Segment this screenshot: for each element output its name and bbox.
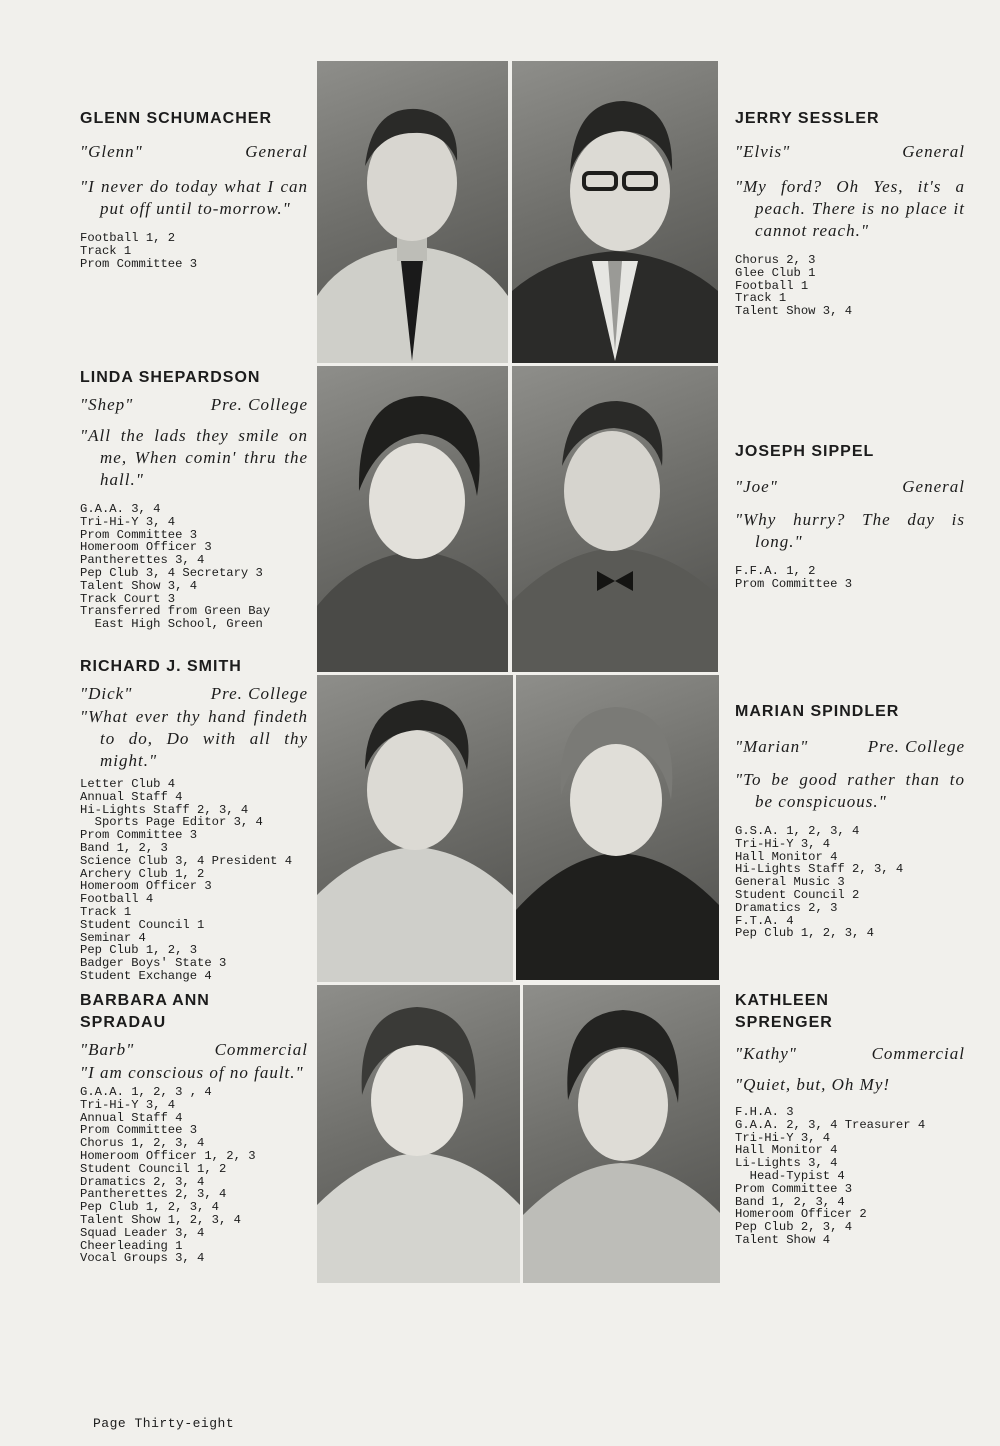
activity-item: Transferred from Green Bay [80, 604, 271, 619]
activity-item: Science Club 3, 4 President 4 [80, 853, 293, 868]
activity-item: Head-Typist 4 [735, 1168, 845, 1183]
senior-quote: "My ford? Oh Yes, it's a peach. There is no place it cannot reach." [735, 177, 965, 240]
senior-nickname: "Glenn" [80, 142, 143, 161]
senior-nickname: "Marian" [735, 737, 809, 756]
activity-item: Talent Show 3, 4 [80, 578, 198, 593]
senior-quote: "I never do today what I can put off until to-morrow." [80, 177, 308, 218]
activity-item: F.H.A. 3 [735, 1105, 794, 1119]
senior-nickname: "Kathy" [735, 1044, 797, 1063]
activity-item: Football 1 [735, 278, 809, 293]
senior-entry-barbara-spradau [80, 990, 308, 1265]
portrait-marian-spindler [516, 675, 719, 980]
activity-item: Pep Club 3, 4 Secretary 3 [80, 565, 263, 580]
activity-item: Pep Club 1, 2, 3 [80, 943, 198, 958]
senior-nickname: "Elvis" [735, 142, 791, 161]
senior-name: LINDA SHEPARDSON [80, 369, 261, 386]
activity-item: Chorus 2, 3 [735, 253, 816, 267]
activity-item: Li-Lights 3, 4 [735, 1156, 838, 1171]
activity-item: Annual Staff 4 [80, 789, 183, 804]
activity-item: Tri-Hi-Y 3, 4 [80, 514, 176, 529]
senior-nickname: "Shep" [80, 395, 134, 414]
portrait-kathleen-sprenger [523, 985, 720, 1283]
activity-item: Pantherettes 3, 4 [80, 553, 205, 568]
activity-item: Prom Committee 3 [735, 576, 853, 591]
senior-quote: "What ever thy hand findeth to do, Do with all thy might." [80, 707, 308, 770]
activity-item: Football 1, 2 [80, 231, 176, 245]
activity-item: G.S.A. 1, 2, 3, 4 [735, 824, 860, 838]
activity-item: Sports Page Editor 3, 4 [80, 815, 263, 830]
activity-item: Prom Committee 3 [80, 527, 198, 542]
activity-item: Football 4 [80, 892, 154, 907]
senior-entry-joseph-sippel [735, 441, 965, 591]
activity-item: Tri-Hi-Y 3, 4 [735, 836, 831, 851]
activity-item: Tri-Hi-Y 3, 4 [735, 1130, 831, 1145]
senior-quote: "All the lads they smile on me, When comin' thru the hall." [80, 426, 308, 489]
senior-name: KATHLEEN SPRENGER [735, 992, 833, 1031]
senior-quote: "Why hurry? The day is long." [735, 510, 965, 551]
senior-entry-richard-smith [80, 656, 308, 983]
activity-item: G.A.A. 1, 2, 3 , 4 [80, 1085, 212, 1099]
activity-item: Squad Leader 3, 4 [80, 1225, 205, 1240]
portrait-linda-shepardson [317, 366, 508, 672]
senior-name: MARIAN SPINDLER [735, 703, 900, 720]
senior-course: General [902, 477, 965, 496]
activity-item: Talent Show 3, 4 [735, 304, 853, 319]
senior-nickname: "Barb" [80, 1040, 135, 1059]
activity-list [735, 565, 965, 591]
activity-item: Talent Show 1, 2, 3, 4 [80, 1212, 241, 1227]
senior-entry-jerry-sessler [735, 108, 965, 318]
activity-item: Band 1, 2, 3, 4 [735, 1194, 845, 1209]
senior-course: General [902, 142, 965, 161]
activity-item: Homeroom Officer 1, 2, 3 [80, 1148, 256, 1163]
activity-list [80, 778, 308, 983]
senior-nickname: "Joe" [735, 477, 778, 496]
activity-item: Hall Monitor 4 [735, 1143, 838, 1158]
activity-item: Vocal Groups 3, 4 [80, 1251, 205, 1266]
senior-quote: "To be good rather than to be conspicuous." [735, 770, 965, 811]
activity-item: Pantherettes 2, 3, 4 [80, 1187, 227, 1202]
senior-nickname: "Dick" [80, 684, 133, 703]
activity-item: Student Exchange 4 [80, 968, 212, 983]
activity-item: Dramatics 2, 3, 4 [80, 1174, 205, 1189]
activity-item: Track 1 [735, 291, 787, 306]
activity-item: Homeroom Officer 3 [80, 540, 212, 555]
activity-item: Prom Committee 3 [735, 1181, 853, 1196]
activity-list [735, 254, 965, 318]
activity-item: Dramatics 2, 3 [735, 900, 838, 915]
activity-item: Student Council 1, 2 [80, 1161, 227, 1176]
activity-item: Archery Club 1, 2 [80, 866, 205, 881]
activity-list [735, 1106, 965, 1247]
senior-name: GLENN SCHUMACHER [80, 110, 272, 127]
senior-name: RICHARD J. SMITH [80, 658, 242, 675]
senior-entry-kathleen-sprenger [735, 990, 965, 1247]
activity-item: Homeroom Officer 2 [735, 1207, 867, 1222]
activity-item: G.A.A. 3, 4 [80, 502, 161, 516]
senior-course: Commercial [871, 1044, 965, 1063]
activity-item: Pep Club 2, 3, 4 [735, 1220, 853, 1235]
senior-course: General [245, 142, 308, 161]
senior-quote: "I am conscious of no fault." [80, 1063, 304, 1082]
activity-item: Hall Monitor 4 [735, 849, 838, 864]
activity-item: Band 1, 2, 3 [80, 840, 168, 855]
senior-name: BARBARA ANN SPRADAU [80, 992, 210, 1031]
activity-item: Letter Club 4 [80, 777, 176, 791]
senior-quote: "Quiet, but, Oh My! [735, 1075, 891, 1094]
senior-entry-glenn-schumacher [80, 108, 308, 270]
portrait-barbara-spradau [317, 985, 520, 1283]
portrait-joseph-sippel [512, 366, 718, 672]
portrait-jerry-sessler [512, 61, 718, 363]
activity-item: Track 1 [80, 243, 132, 258]
activity-item: Track 1 [80, 904, 132, 919]
activity-item: Hi-Lights Staff 2, 3, 4 [735, 862, 904, 877]
activity-item: Badger Boys' State 3 [80, 956, 227, 971]
activity-item: Student Council 2 [735, 887, 860, 902]
activity-item: Hi-Lights Staff 2, 3, 4 [80, 802, 249, 817]
activity-item: Pep Club 1, 2, 3, 4 [735, 926, 874, 941]
activity-item: Homeroom Officer 3 [80, 879, 212, 894]
senior-entry-linda-shepardson [80, 367, 308, 631]
activity-item: Tri-Hi-Y 3, 4 [80, 1097, 176, 1112]
activity-item: Prom Committee 3 [80, 256, 198, 271]
senior-course: Pre. College [210, 395, 308, 414]
activity-item: General Music 3 [735, 875, 845, 890]
senior-name: JOSEPH SIPPEL [735, 443, 875, 460]
activity-item: Seminar 4 [80, 930, 146, 945]
activity-item: Track Court 3 [80, 591, 176, 606]
activity-item: Talent Show 4 [735, 1232, 831, 1247]
senior-course: Pre. College [210, 684, 308, 703]
activity-list [80, 503, 308, 631]
senior-course: Commercial [214, 1040, 308, 1059]
activity-list [80, 1086, 308, 1265]
activity-item: F.T.A. 4 [735, 913, 794, 928]
portrait-glenn-schumacher [317, 61, 508, 363]
activity-item: F.F.A. 1, 2 [735, 564, 816, 578]
activity-list [735, 825, 965, 940]
activity-item: Glee Club 1 [735, 265, 816, 280]
activity-item: East High School, Green [80, 617, 263, 632]
activity-item: Annual Staff 4 [80, 1110, 183, 1125]
activity-item: Prom Committee 3 [80, 1123, 198, 1138]
page-number: Page Thirty-eight [93, 1416, 235, 1431]
activity-item: Chorus 1, 2, 3, 4 [80, 1136, 205, 1151]
activity-item: Prom Committee 3 [80, 828, 198, 843]
senior-course: Pre. College [867, 737, 965, 756]
senior-name: JERRY SESSLER [735, 110, 880, 127]
senior-entry-marian-spindler [735, 701, 965, 940]
activity-list [80, 232, 308, 270]
portrait-richard-smith [317, 675, 513, 982]
activity-item: Cheerleading 1 [80, 1238, 183, 1253]
activity-item: G.A.A. 2, 3, 4 Treasurer 4 [735, 1117, 926, 1132]
activity-item: Pep Club 1, 2, 3, 4 [80, 1200, 219, 1215]
activity-item: Student Council 1 [80, 917, 205, 932]
